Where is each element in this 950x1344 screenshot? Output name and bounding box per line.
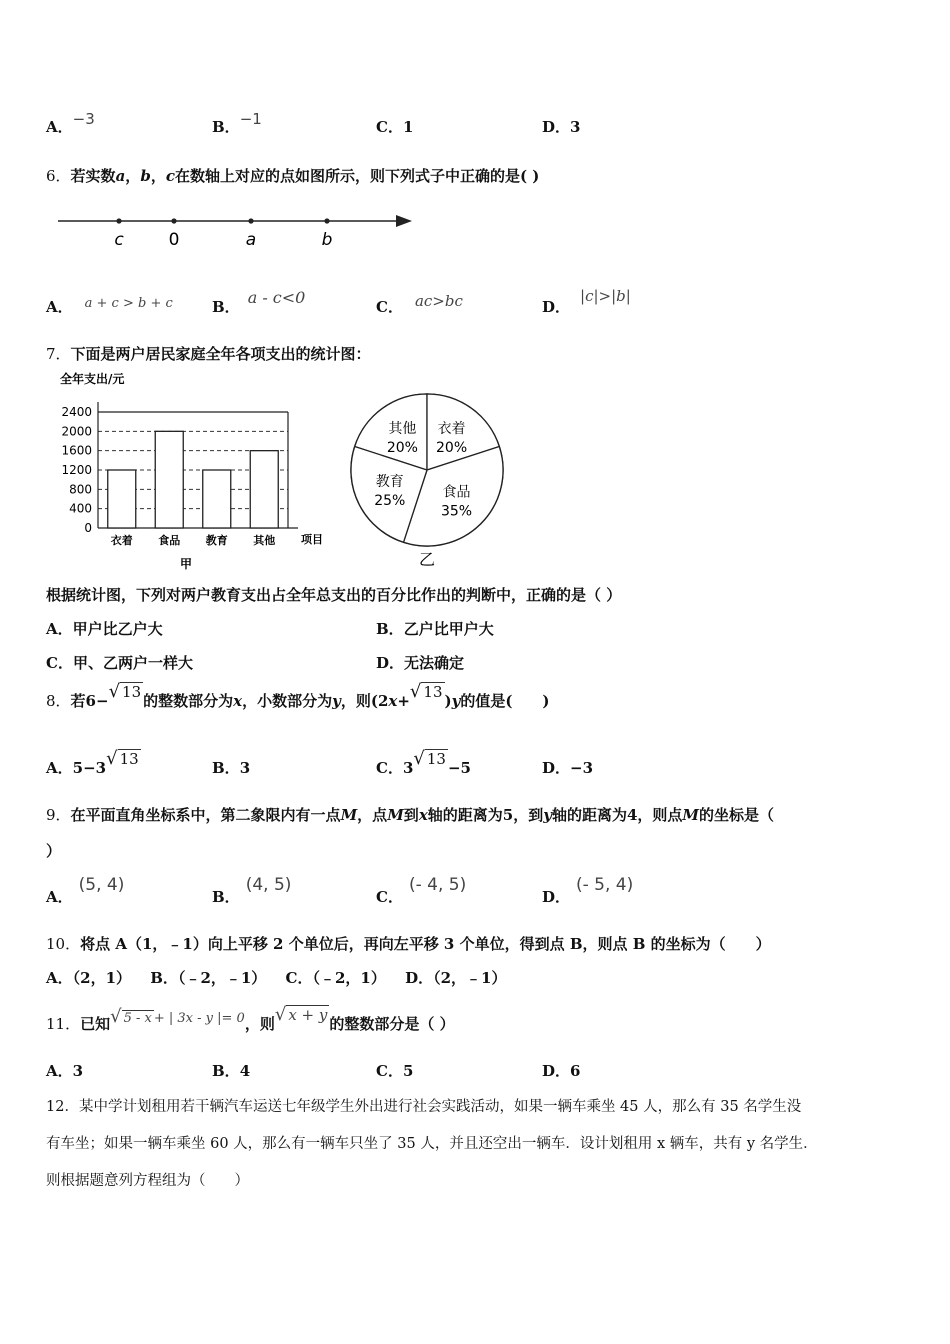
axis-label-0: 0 [168,230,180,250]
q7-option-c[interactable] [46,652,193,673]
q8-stem [46,681,550,711]
var-b: b [140,167,151,185]
bar-xlabel: 项目 [301,533,323,546]
q8-t1: 若6− [70,692,109,710]
sqrt-13: √ 13 [409,681,443,702]
option-value: 无法确定 [404,654,465,672]
q9-t6: 的坐标是（ [699,806,775,824]
option-label: A． [46,1062,73,1080]
q6-stem [46,165,539,186]
option-value: 5 [402,1062,414,1080]
option-value: a - c<0 [247,288,306,307]
bar-其他 [250,451,278,528]
q9-t1: 在平面直角坐标系中，第二象限内有一点 [70,806,341,824]
var-M: M [387,806,404,824]
number-line [50,205,420,255]
option-pre: 5−3 [72,759,107,777]
var-M: M [682,806,699,824]
option-value: |c|>|b| [580,287,631,305]
q9-t3: 到 [403,806,419,824]
q11-t2: ，则 [244,1015,275,1033]
option-label: B． [376,620,404,638]
sqrt-x-plus-y: √ x + y [274,1004,328,1025]
q7-option-d[interactable] [376,652,464,673]
y-tick-label: 2400 [61,405,92,419]
option-label: C． [376,298,403,316]
q12-line3: 则根据题意列方程组为（ ） [46,1173,249,1189]
pie-title: 乙 [418,550,436,569]
x-tick-label: 教育 [205,534,228,547]
q9-t2: ，点 [357,806,388,824]
q8-t5: + [397,692,410,710]
q11-option-a[interactable] [46,1060,83,1081]
q6-option-d[interactable] [542,287,631,317]
q10-options [46,967,507,988]
option-label: C． [376,1062,403,1080]
q5-option-a[interactable] [46,110,95,137]
q9-option-a[interactable] [46,875,125,907]
option-value: （﹣2，1） [312,969,386,987]
radicand: 13 [119,750,139,768]
bar-食品 [155,431,183,528]
q12-line1: 某中学计划租用若干辆汽车运送七年级学生外出进行社会实践活动，如果一辆车乘坐 45 人，那么有 35 名学生没 [78,1099,802,1115]
radicand: 13 [423,683,443,701]
option-label: D． [542,118,571,136]
q10-text: 将点 A（1，﹣1）向上平移 2 个单位后，再向左平移 3 个单位，得到点 B，则点 B 的坐标为（ ） [80,935,771,953]
q7-option-b[interactable] [376,618,494,639]
pie-label-name: 其他 [388,421,417,438]
q8-option-b[interactable] [212,757,250,778]
option-label: B． [212,759,240,777]
bar-chart [50,366,340,576]
sqrt-13: √ 13 [108,681,142,702]
q5-option-d[interactable] [542,116,580,137]
q5-option-c[interactable] [376,116,413,137]
var-c: c [165,167,175,185]
option-value: a + c > b + c [84,296,173,311]
var-y: y [543,806,552,824]
option-label: D． [405,969,434,987]
option-label: C． [376,759,403,777]
option-pre: −3 [570,759,594,777]
y-tick-label: 2000 [61,424,92,439]
x-tick-label: 食品 [158,534,181,547]
var-x: x [233,692,243,710]
q10-option-c[interactable] [286,969,386,987]
pie-label-percent: 35% [440,503,473,520]
q9-t5: 轴的距离为4，则点 [551,806,683,824]
axis-arrow [396,215,412,227]
radicand: 5 - x [123,1011,152,1026]
q11-option-c[interactable] [376,1060,413,1081]
option-value: (5, 4) [78,875,125,895]
option-label: B． [212,298,240,316]
option-label: C． [46,654,73,672]
radicand: 13 [122,683,142,701]
q12-stem [46,1095,801,1116]
option-value: (4, 5) [245,875,292,895]
option-label: D． [376,654,405,672]
question-number: 10． [46,935,81,953]
option-post: −5 [447,759,471,777]
q8-option-c[interactable] [376,748,471,778]
bar-教育 [203,470,231,528]
question-number: 9． [46,806,71,824]
axis-label-c: c [114,230,124,250]
radicand: x + y [288,1006,328,1024]
option-value: （﹣2，﹣1） [177,969,267,987]
q7-option-a[interactable] [46,618,163,639]
y-tick-label: 400 [69,501,92,516]
q8-t4: ，则(2 [340,692,389,710]
q8-t2: 的整数部分为 [143,692,234,710]
option-label: D． [542,1062,571,1080]
option-value: 1 [402,118,414,136]
q11-option-b[interactable] [212,1060,250,1081]
point-0 [171,218,176,223]
question-number: 8． [46,692,71,710]
option-value: (- 5, 4) [576,875,634,895]
var-x: x [388,692,398,710]
point-a [248,218,253,223]
y-tick-label: 1600 [61,443,92,458]
option-value: （2，﹣1） [433,969,507,987]
option-label: A． [46,888,73,906]
x-tick-label: 衣着 [110,534,133,547]
option-pre: 3 [402,759,414,777]
q10-option-d[interactable] [405,969,506,987]
option-label: D． [542,298,571,316]
option-value: −3 [72,110,95,128]
q6-option-b[interactable] [212,288,306,317]
q8-t7: 的值是( ) [460,692,550,710]
option-label: A． [46,759,73,777]
q10-option-a[interactable] [46,969,131,987]
q8-t3: ，小数部分为 [242,692,333,710]
option-value: 甲、乙两户一样大 [72,654,193,672]
option-label: A． [46,969,73,987]
var-x: x [418,806,428,824]
sep: ， [150,167,166,185]
q9-option-b[interactable] [212,875,292,907]
sep: ， [125,167,141,185]
q6-text-pre: 若实数 [70,167,116,185]
point-b [324,218,329,223]
q8-option-a[interactable] [46,748,141,778]
pie-label-name: 教育 [375,473,404,490]
pie-label-name: 衣着 [437,421,466,438]
var-M: M [340,806,358,824]
axis-label-a: a [245,230,257,250]
option-label: A． [46,118,73,136]
bar-衣着 [108,470,136,528]
q5-option-b[interactable] [212,110,262,137]
q6-option-a[interactable] [46,296,173,317]
q11-stem [46,1004,455,1034]
var-y: y [451,692,461,710]
q7-stem [46,343,371,364]
q6-text-post: 在数轴上对应的点如图所示，则下列式子中正确的是( ) [174,167,540,185]
bar-title: 甲 [179,557,193,571]
q11-option-d[interactable] [542,1060,580,1081]
q12-line2: 有车坐；如果一辆车乘坐 60 人，那么有一辆车只坐了 35 人，并且还空出一辆车．设计划租用 x 辆车，共有 y 名学生． [46,1136,818,1152]
option-label: B． [212,1062,240,1080]
q10-stem [46,933,771,954]
bar-ylabel: 全年支出/元 [60,372,125,386]
option-value: (- 4, 5) [408,875,467,895]
pie-label-percent: 25% [374,492,406,509]
pie-chart [345,385,515,575]
option-label: A． [46,298,73,316]
axis-label-b: b [321,230,333,250]
x-tick-label: 其他 [253,534,276,547]
y-tick-label: 800 [69,482,92,497]
question-number: 11． [46,1015,81,1033]
q10-option-b[interactable] [150,969,266,987]
option-value: （2，1） [72,969,132,987]
abs-expression: + | 3x - y |= 0 [153,1011,245,1026]
option-value: 4 [239,1062,251,1080]
option-label: D． [542,888,571,906]
question-number: 12． [46,1099,79,1115]
option-value: ac>bc [414,292,463,310]
q9-stem [46,804,774,825]
q9-option-d[interactable] [542,875,634,907]
pie-label-percent: 20% [386,440,418,457]
q11-t1: 已知 [80,1015,111,1033]
option-value: 3 [72,1062,84,1080]
y-tick-label: 1200 [61,463,92,477]
var-a: a [115,167,126,185]
q6-option-c[interactable] [376,292,463,317]
q8-t6: ) [444,692,452,710]
option-label: C． [376,888,403,906]
q9-t4: 轴的距离为5，到 [427,806,544,824]
q7-question: 根据统计图，下列对两户教育支出占全年总支出的百分比作出的判断中，正确的是（ ） [46,586,622,604]
question-number: 6． [46,167,71,185]
pie-label-name: 食品 [442,484,471,501]
y-tick-label: 0 [84,521,92,535]
option-label: C． [285,969,313,987]
q9-stem-line2: ） [46,842,62,860]
sqrt-5-minus-x: √ 5 - x [110,1006,152,1027]
option-value: 乙户比甲户大 [403,620,494,638]
option-pre: 3 [239,759,251,777]
sqrt-13: √ 13 [106,748,139,769]
option-value: 6 [570,1062,581,1080]
question-number: 7． [46,345,71,363]
point-c [116,218,121,223]
sqrt-13: √ 13 [413,748,446,769]
option-value: 3 [570,118,581,136]
var-y: y [332,692,341,710]
q9-option-c[interactable] [376,875,467,907]
q11-t3: 的整数部分是（ ） [329,1015,455,1033]
pie-label-percent: 20% [436,440,468,457]
option-label: D． [542,759,571,777]
option-value: 甲户比乙户大 [72,620,163,638]
q8-option-d[interactable] [542,757,593,778]
radicand: 13 [426,750,446,768]
option-label: A． [46,620,73,638]
option-label: B． [150,969,178,987]
option-label: C． [376,118,403,136]
option-label: B． [212,888,240,906]
q7-text: 下面是两户居民家庭全年各项支出的统计图： [70,345,371,363]
option-label: B． [212,118,240,136]
option-value: −1 [239,110,262,128]
